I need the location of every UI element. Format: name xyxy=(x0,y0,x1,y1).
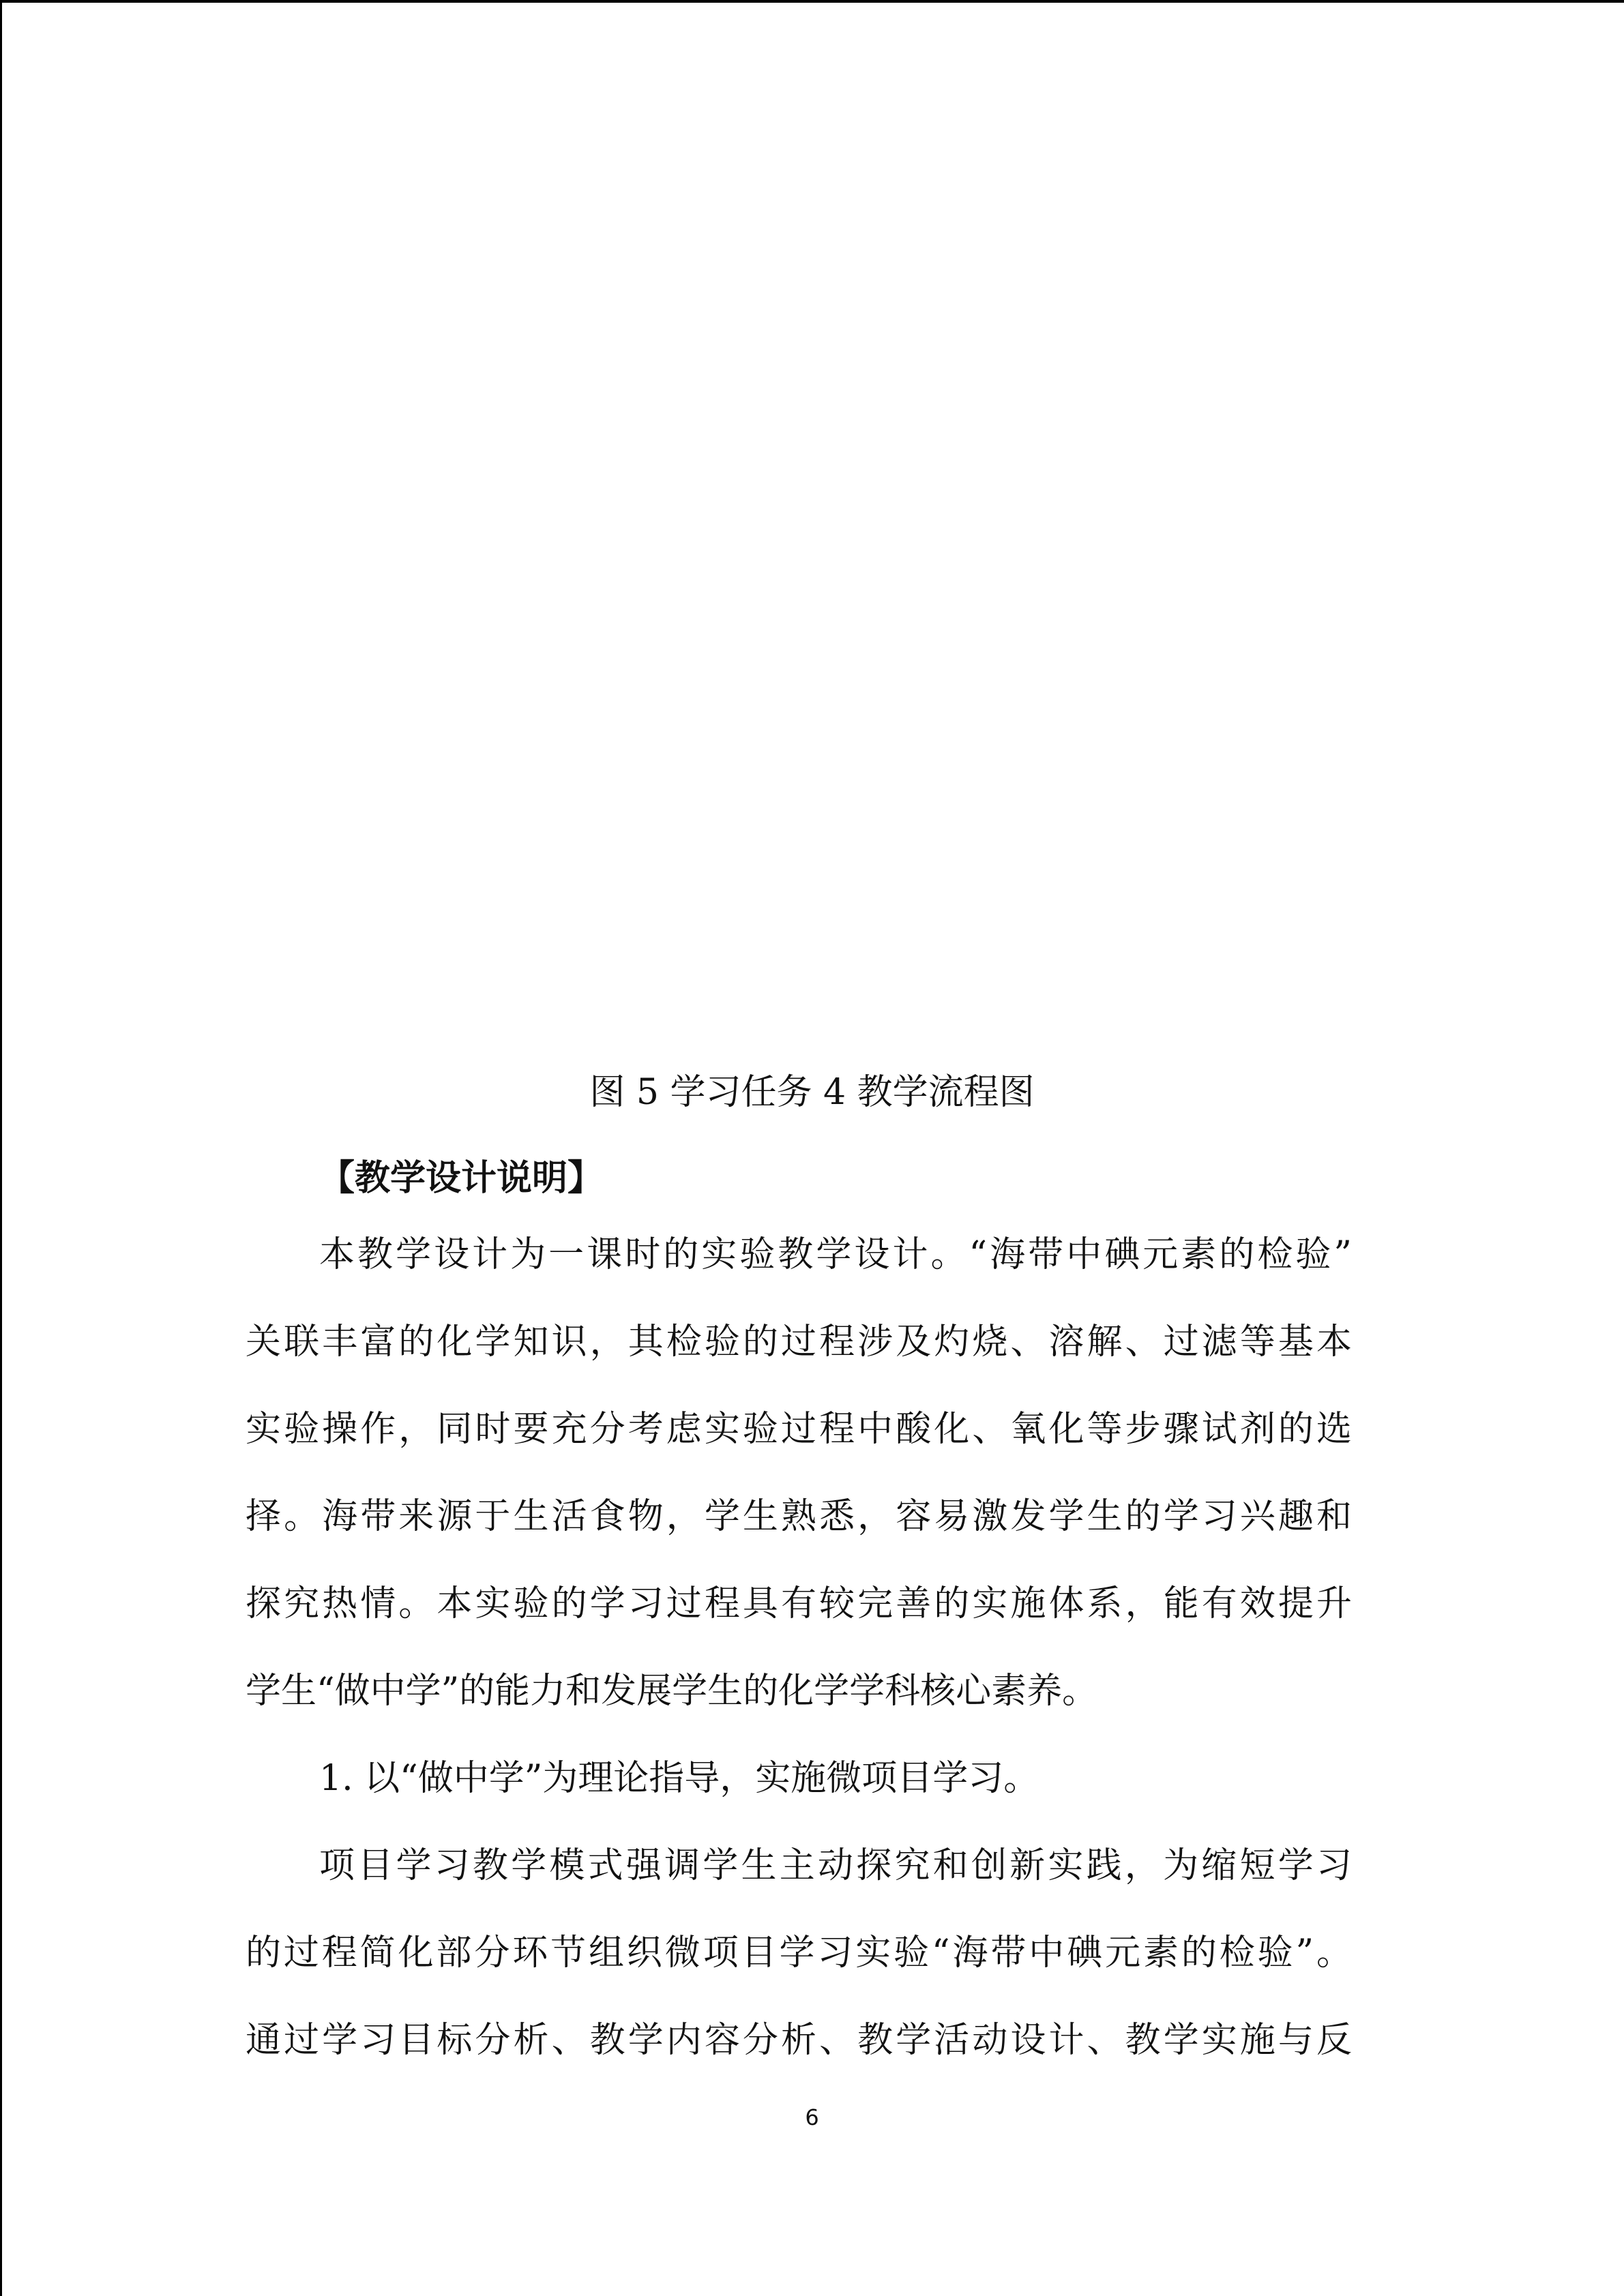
paragraph-2 xyxy=(246,1735,1352,1822)
paragraph-line: 探究热情。本实验的学习过程具有较完善的实施体系，能有效提升 xyxy=(246,1583,1352,1624)
paragraph-line: 关联丰富的化学知识，其检验的过程涉及灼烧、溶解、过滤等基本 xyxy=(246,1322,1352,1362)
paragraph-1 xyxy=(246,1211,1352,1735)
paragraph-line: 1. 以“做中学”为理论指导，实施微项目学习。 xyxy=(319,1758,1039,1799)
page-border-left xyxy=(0,0,2,2296)
paragraph-line: 的过程简化部分环节组织微项目学习实验“海带中碘元素的检验”。 xyxy=(246,1933,1352,1973)
figure-caption: 图 5 学习任务 4 教学流程图 xyxy=(589,1072,1035,1113)
figure-placeholder xyxy=(246,41,1378,1050)
page-number: 6 xyxy=(805,2104,819,2130)
paragraph-line: 项目学习教学模式强调学生主动探究和创新实践，为缩短学习 xyxy=(319,1845,1352,1886)
paragraph-line: 择。海带来源于生活食物，学生熟悉，容易激发学生的学习兴趣和 xyxy=(246,1496,1352,1537)
paragraph-line: 学生“做中学”的能力和发展学生的化学学科核心素养。 xyxy=(246,1671,1098,1712)
paragraph-3 xyxy=(246,1822,1352,2084)
section-heading: 【教学设计说明】 xyxy=(319,1157,604,1199)
page-border-top xyxy=(0,0,1624,3)
paragraph-line: 本教学设计为一课时的实验教学设计。“海带中碘元素的检验” xyxy=(319,1234,1352,1275)
paragraph-line: 通过学习目标分析、教学内容分析、教学活动设计、教学实施与反 xyxy=(246,2020,1352,2061)
paragraph-line: 实验操作，同时要充分考虑实验过程中酸化、氧化等步骤试剂的选 xyxy=(246,1409,1352,1450)
